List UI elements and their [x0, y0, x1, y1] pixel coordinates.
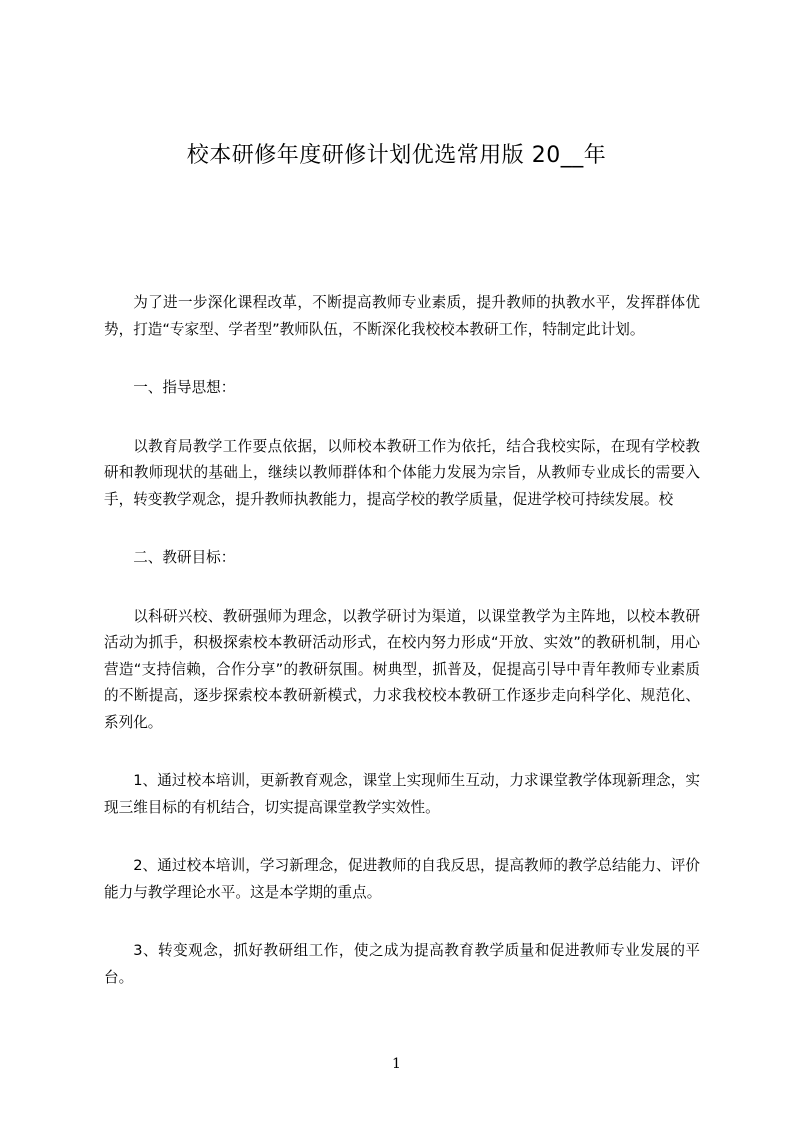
goal-item-1: 1、通过校本培训，更新教育观念，课堂上实现师生互动，力求课堂教学体现新理念，实现三维目标的有机结合，切实提高课堂教学实效性。	[104, 772, 700, 816]
paragraph-gap	[104, 821, 700, 853]
goal-item-2: 2、通过校本培训，学习新理念，促进教师的自我反思，提高教师的教学总结能力、评价能力与教学理论水平。这是本学期的重点。	[104, 857, 700, 901]
paragraph-gap	[104, 402, 700, 434]
page-number: 1	[392, 1056, 401, 1072]
paragraph-gap	[104, 572, 700, 604]
research-goals-paragraph: 以科研兴校、教研强师为理念，以教学研讨为渠道，以课堂教学为主阵地，以校本教研活动为抓手，积极探索校本教研活动形式，在校内努力形成“开放、实效”的教研机制，用心营造“支持信赖，合作分享”的教研氛围。树典型，抓普及，促提高引导中青年教师专业素质的不断提高，逐步探索校本教研新模式，力求我校校本教研工作逐步走向科学化、规范化、系列化。	[104, 607, 700, 731]
paragraph-gap	[104, 513, 700, 545]
paragraph-gap	[104, 736, 700, 768]
section-heading-guiding-ideology: 一、指导思想：	[133, 379, 236, 396]
guiding-ideology-paragraph: 以教育局教学工作要点依据，以师校本教研工作为依托，结合我校实际，在现有学校教研和教师现状的基础上，继续以教师群体和个体能力发展为宗旨，从教师专业成长的需要入手，转变教学观念，提升教师执教能力，提高学校的教学质量，促进学校可持续发展。校	[104, 437, 700, 508]
intro-paragraph: 为了进一步深化课程改革，不断提高教师专业素质，提升教师的执教水平，发挥群体优势，打造“专家型、学者型”教师队伍，不断深化我校校本教研工作，特制定此计划。	[104, 294, 700, 338]
document-body	[104, 290, 700, 991]
goal-item-3: 3、转变观念，抓好教研组工作，使之成为提高教育教学质量和促进教师专业发展的平台。	[104, 942, 700, 986]
section-heading-research-goals: 二、教研目标：	[133, 549, 236, 566]
document-title: 校本研修年度研修计划优选常用版 20__年	[186, 143, 607, 168]
paragraph-gap	[104, 906, 700, 938]
paragraph-gap	[104, 343, 700, 375]
